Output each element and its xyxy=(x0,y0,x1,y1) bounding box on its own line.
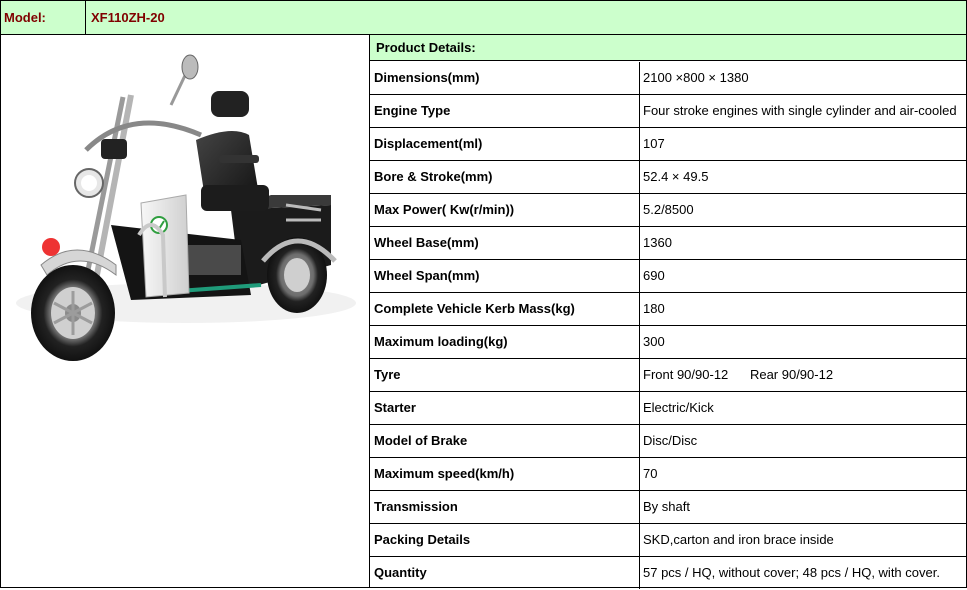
spec-row xyxy=(370,557,966,589)
spec-row xyxy=(370,260,966,293)
tricycle-illustration xyxy=(1,35,369,587)
product-image xyxy=(1,35,370,587)
spec-row xyxy=(370,491,966,524)
spec-row xyxy=(370,227,966,260)
spec-value: SKD,carton and iron brace inside xyxy=(643,532,834,547)
spec-value: 107 xyxy=(643,136,665,151)
spec-label: Maximum speed(km/h) xyxy=(370,458,640,490)
spec-row xyxy=(370,95,966,128)
spec-label: Starter xyxy=(370,392,640,424)
spec-value: Front 90/90-12 Rear 90/90-12 xyxy=(643,367,834,382)
spec-value: 1360 xyxy=(643,235,672,250)
spec-label: Engine Type xyxy=(370,95,640,127)
spec-label: Bore & Stroke(mm) xyxy=(370,161,640,193)
spec-value: Disc/Disc xyxy=(643,433,698,448)
spec-row xyxy=(370,62,966,95)
spec-value: Four stroke engines with single cylinder and air-cooled xyxy=(643,103,957,118)
model-label: Model: xyxy=(1,1,86,34)
spec-value: 70 xyxy=(643,466,658,481)
product-details-header: Product Details: xyxy=(370,35,966,61)
spec-label: Model of Brake xyxy=(370,425,640,457)
spec-label: Tyre xyxy=(370,359,640,391)
spec-label: Wheel Base(mm) xyxy=(370,227,640,259)
spec-label: Quantity xyxy=(370,557,640,589)
model-value: XF110ZH-20 xyxy=(91,10,165,25)
spec-row xyxy=(370,425,966,458)
spec-row xyxy=(370,392,966,425)
spec-value: 57 pcs / HQ, without cover; 48 pcs / HQ, with cover. xyxy=(643,565,940,580)
spec-row xyxy=(370,194,966,227)
spec-row xyxy=(370,359,966,392)
spec-label: Maximum loading(kg) xyxy=(370,326,640,358)
spec-row xyxy=(370,326,966,359)
model-row xyxy=(1,1,966,35)
spec-value: 52.4 × 49.5 xyxy=(643,169,709,184)
spec-row xyxy=(370,161,966,194)
spec-label: Max Power( Kw(r/min)) xyxy=(370,194,640,226)
spec-table xyxy=(370,62,966,589)
spec-row xyxy=(370,458,966,491)
spec-row xyxy=(370,524,966,557)
spec-label: Packing Details xyxy=(370,524,640,556)
spec-value: Electric/Kick xyxy=(643,400,714,415)
spec-label: Displacement(ml) xyxy=(370,128,640,160)
spec-value: 690 xyxy=(643,268,665,283)
spec-label: Transmission xyxy=(370,491,640,523)
spec-label: Wheel Span(mm) xyxy=(370,260,640,292)
spec-value: 5.2/8500 xyxy=(643,202,694,217)
spec-row xyxy=(370,128,966,161)
spec-value: By shaft xyxy=(643,499,690,514)
spec-value: 2100 ×800 × 1380 xyxy=(643,70,749,85)
spec-value: 300 xyxy=(643,334,665,349)
spec-value: 180 xyxy=(643,301,665,316)
spec-label: Dimensions(mm) xyxy=(370,62,640,94)
spec-label: Complete Vehicle Kerb Mass(kg) xyxy=(370,293,640,325)
spec-row xyxy=(370,293,966,326)
